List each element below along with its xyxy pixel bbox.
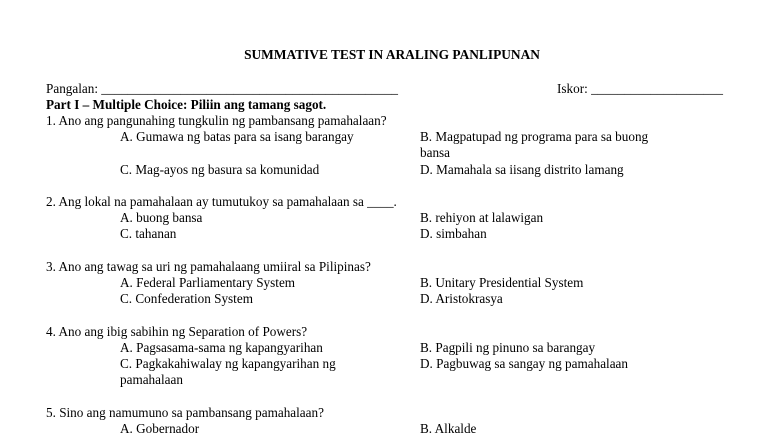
question-2-choice-a: A. buong bansa <box>120 210 203 225</box>
question-5-choice-b: B. Alkalde <box>420 421 477 436</box>
question-3-choice-b: B. Unitary Presidential System <box>420 275 584 290</box>
question-2-choice-c: C. tahanan <box>120 226 177 241</box>
document-title: SUMMATIVE TEST IN ARALING PANLIPUNAN <box>244 47 540 62</box>
question-4-choice-b: B. Pagpili ng pinuno sa barangay <box>420 340 596 355</box>
question-3-choice-a: A. Federal Parliamentary System <box>120 275 296 290</box>
question-4-choice-a: A. Pagsasama-sama ng kapangyarihan <box>120 340 323 355</box>
question-4-choice-d: D. Pagbuwag sa sangay ng pamahalaan <box>420 356 629 371</box>
question-4-text: 4. Ano ang ibig sabihin ng Separation of Powers? <box>46 324 308 339</box>
question-1-choice-a: A. Gumawa ng batas para sa isang barangay <box>120 129 354 144</box>
question-3-choice-c: C. Confederation System <box>120 291 253 306</box>
question-3-text: 3. Ano ang tawag sa uri ng pamahalaang umiiral sa Pilipinas? <box>46 259 371 274</box>
name-field-label: Pangalan: _____________________________________________ <box>46 81 399 96</box>
question-1-text: 1. Ano ang pangunahing tungkulin ng pambansang pamahalaan? <box>46 113 387 128</box>
question-2-choice-d: D. simbahan <box>420 226 487 241</box>
question-3-choice-d: D. Aristokrasya <box>420 291 503 306</box>
question-2-text: 2. Ang lokal na pamahalaan ay tumutukoy sa pamahalaan sa ____. <box>46 194 397 209</box>
question-2-choice-b: B. rehiyon at lalawigan <box>420 210 544 225</box>
score-field-label: Iskor: ____________________ <box>557 81 723 96</box>
question-1-choice-d: D. Mamahala sa iisang distrito lamang <box>420 162 624 177</box>
question-4-choice-c: C. Pagkakahiwalay ng kapangyarihan ng pamahalaan <box>120 356 336 387</box>
question-1-choice-c: C. Mag-ayos ng basura sa komunidad <box>120 162 320 177</box>
question-5-choice-a: A. Gobernador <box>120 421 200 436</box>
question-1-choice-b: B. Magpatupad ng programa para sa buong bansa <box>420 129 649 160</box>
part-heading: Part I – Multiple Choice: Piliin ang tamang sagot. <box>46 97 327 112</box>
question-5-text: 5. Sino ang namumuno sa pambansang pamahalaan? <box>46 405 324 420</box>
